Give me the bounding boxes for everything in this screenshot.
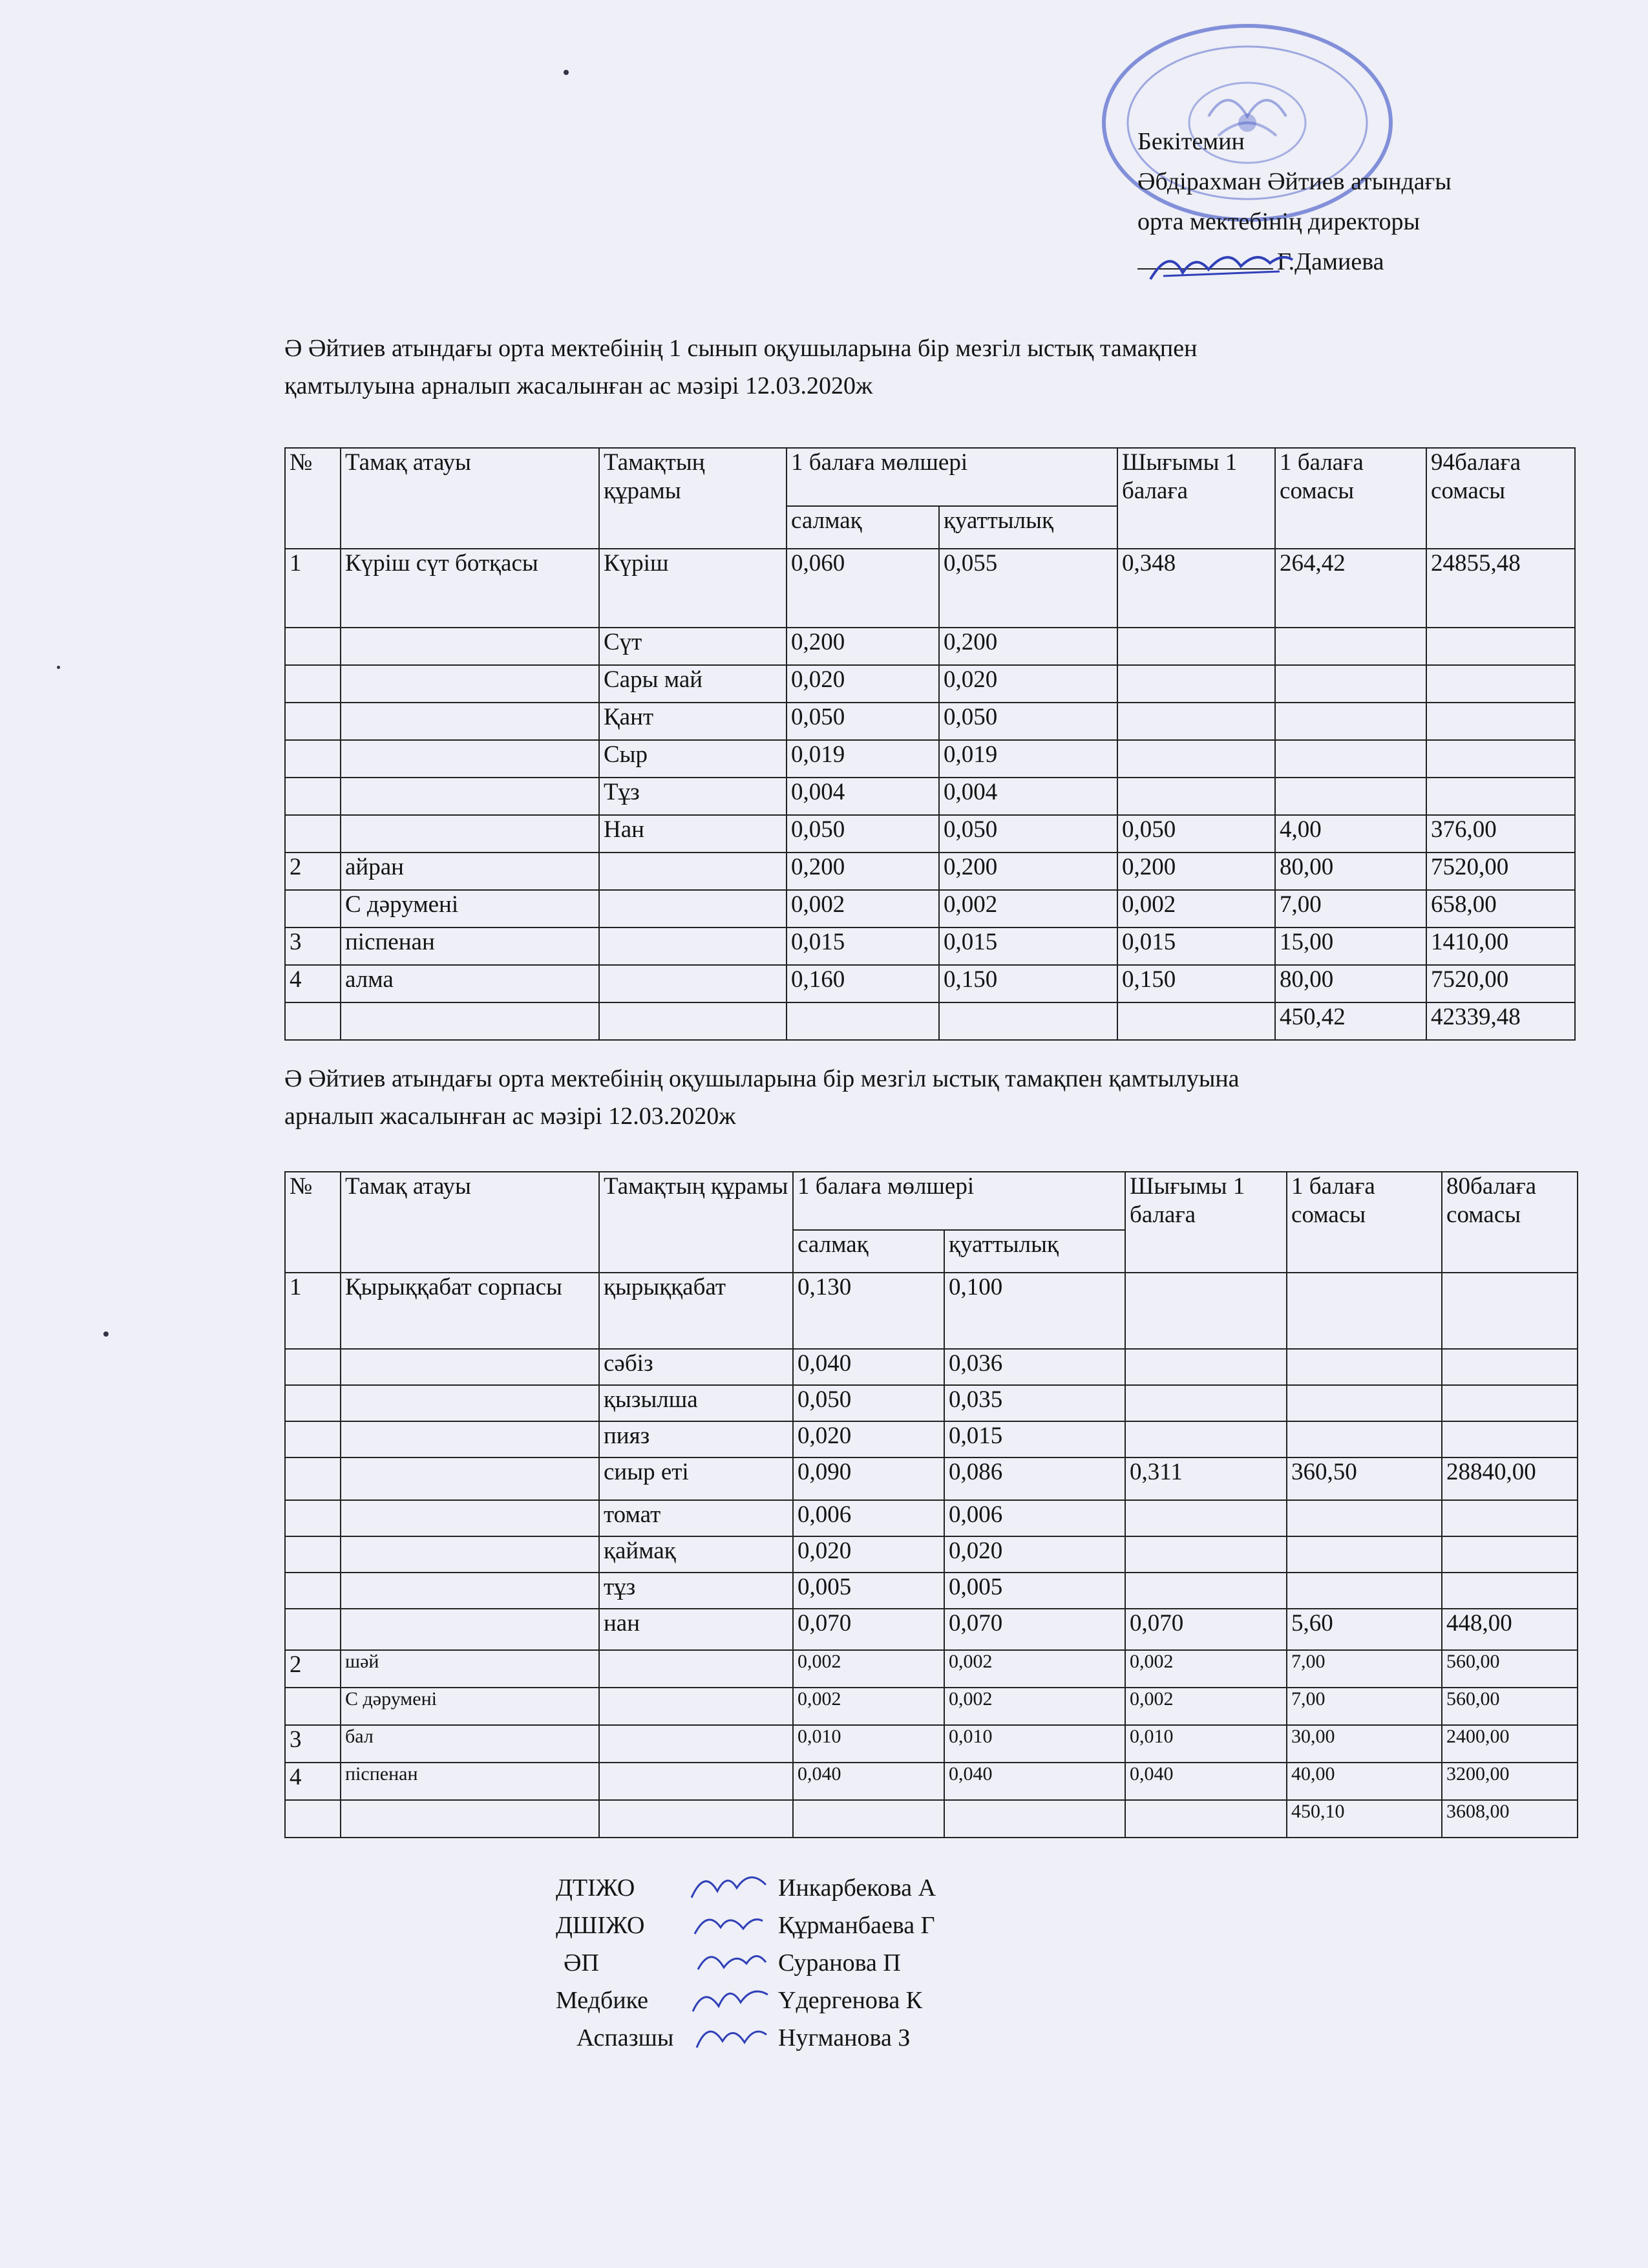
table-row-total	[285, 1800, 1578, 1838]
cell	[1125, 1421, 1287, 1457]
header-energy: қуаттылық	[944, 1230, 1125, 1273]
cell: піспенан	[341, 1763, 599, 1800]
cell: 0,020	[939, 665, 1117, 703]
cell: 560,00	[1442, 1650, 1578, 1688]
header-number: №	[285, 448, 341, 549]
cell: 4	[285, 1763, 341, 1800]
cell: С дәрумені	[341, 890, 599, 927]
cell	[1117, 665, 1275, 703]
cell: 448,00	[1442, 1609, 1578, 1650]
cell	[341, 1002, 599, 1040]
cell: 0,050	[787, 703, 939, 740]
cell: 0,004	[787, 778, 939, 815]
cell	[285, 1688, 341, 1725]
cell	[1287, 1349, 1442, 1385]
table-row	[285, 1688, 1578, 1725]
cell: 24855,48	[1426, 549, 1575, 628]
cell: қаймақ	[599, 1536, 793, 1573]
cell	[341, 1421, 599, 1457]
menu-title-2-line-2: арналып жасалынған ас мәзірі 12.03.2020ж	[284, 1103, 736, 1130]
cell: 4,00	[1275, 815, 1426, 853]
cell	[341, 740, 599, 778]
table-row	[285, 549, 1575, 628]
cell: 0,020	[787, 665, 939, 703]
menu-title-1-line-2: қамтылуына арналып жасалынған ас мәзірі 12.03.2020ж	[284, 372, 873, 399]
cell	[285, 1536, 341, 1573]
table-row	[285, 1385, 1578, 1421]
table-row	[285, 853, 1575, 890]
cell	[1275, 703, 1426, 740]
table-row	[285, 1650, 1578, 1688]
cell: 360,50	[1287, 1457, 1442, 1500]
cell	[1426, 703, 1575, 740]
cell	[599, 1688, 793, 1725]
cell	[1287, 1421, 1442, 1457]
cell	[1287, 1536, 1442, 1573]
table-row	[285, 628, 1575, 665]
cell	[1117, 628, 1275, 665]
cell: 0,015	[787, 927, 939, 965]
handwritten-signature	[685, 1865, 776, 1907]
cell	[1125, 1573, 1287, 1609]
cell	[1275, 628, 1426, 665]
cell: 560,00	[1442, 1688, 1578, 1725]
cell	[1125, 1500, 1287, 1536]
menu-table-2	[284, 1171, 1578, 1838]
cell: 0,020	[944, 1536, 1125, 1573]
cell: 28840,00	[1442, 1457, 1578, 1500]
cell	[1426, 740, 1575, 778]
cell	[793, 1800, 944, 1838]
cell: 0,002	[793, 1650, 944, 1688]
header-weight: салмақ	[787, 506, 939, 549]
cell	[1287, 1273, 1442, 1349]
cell: Сүт	[599, 628, 787, 665]
menu-table-1	[284, 447, 1576, 1041]
signature-name: Суранова П	[778, 1949, 901, 1977]
cell	[1287, 1573, 1442, 1609]
header-sum-one: 1 балаға сомасы	[1275, 448, 1426, 549]
handwritten-signature	[685, 2015, 776, 2057]
cell: 1	[285, 1273, 341, 1349]
cell: 0,200	[939, 853, 1117, 890]
cell	[1117, 703, 1275, 740]
cell: 5,60	[1287, 1609, 1442, 1650]
cell: 0,040	[793, 1349, 944, 1385]
table-row	[285, 890, 1575, 927]
cell: айран	[341, 853, 599, 890]
table-row	[285, 1725, 1578, 1763]
cell	[1442, 1536, 1578, 1573]
table-row	[285, 1609, 1578, 1650]
approval-line-2: Әбдірахман Әйтиев атындағы	[1137, 168, 1452, 195]
cell	[1125, 1800, 1287, 1838]
table-row	[285, 1273, 1578, 1349]
cell: 3200,00	[1442, 1763, 1578, 1800]
cell	[1125, 1273, 1287, 1349]
cell	[1442, 1273, 1578, 1349]
cell: 0,348	[1117, 549, 1275, 628]
table-row	[285, 965, 1575, 1002]
cell	[599, 1763, 793, 1800]
header-sum-all: 94балаға сомасы	[1426, 448, 1575, 549]
cell: 0,002	[787, 890, 939, 927]
cell: 0,200	[787, 853, 939, 890]
cell	[599, 1002, 787, 1040]
cell: 0,100	[944, 1273, 1125, 1349]
cell: 0,050	[939, 815, 1117, 853]
table-row	[285, 1536, 1578, 1573]
cell: 0,200	[939, 628, 1117, 665]
table-row	[285, 740, 1575, 778]
cell: 2	[285, 853, 341, 890]
cell: 0,150	[939, 965, 1117, 1002]
cell: 0,010	[793, 1725, 944, 1763]
cell	[341, 1800, 599, 1838]
cell: 0,010	[944, 1725, 1125, 1763]
cell: 0,002	[1125, 1650, 1287, 1688]
signature-role: ӘП	[564, 1949, 599, 1977]
cell	[341, 778, 599, 815]
cell	[285, 1800, 341, 1838]
cell: 376,00	[1426, 815, 1575, 853]
cell: 0,004	[939, 778, 1117, 815]
cell	[944, 1800, 1125, 1838]
cell: 0,020	[793, 1421, 944, 1457]
header-cost: Шығымы 1 балаға	[1117, 448, 1275, 549]
cell	[599, 927, 787, 965]
cell: 0,020	[793, 1536, 944, 1573]
cell: сәбіз	[599, 1349, 793, 1385]
menu-title-1-line-1: Ә Әйтиев атындағы орта мектебінің 1 сынып оқушыларына бір мезгіл ыстық тамақпен	[284, 335, 1198, 362]
cell	[1275, 665, 1426, 703]
cell: 40,00	[1287, 1763, 1442, 1800]
cell: 0,036	[944, 1349, 1125, 1385]
table-row	[285, 1457, 1578, 1500]
cell: 0,150	[1117, 965, 1275, 1002]
cell: 0,060	[787, 549, 939, 628]
cell: Сары май	[599, 665, 787, 703]
cell: 0,002	[1117, 890, 1275, 927]
cell: 0,002	[939, 890, 1117, 927]
cell: 0,070	[1125, 1609, 1287, 1650]
cell: 4	[285, 965, 341, 1002]
cell: 0,015	[1117, 927, 1275, 965]
cell	[1117, 1002, 1275, 1040]
cell	[285, 1385, 341, 1421]
cell: қырыққабат	[599, 1273, 793, 1349]
cell	[285, 815, 341, 853]
cell	[341, 1573, 599, 1609]
cell	[1287, 1385, 1442, 1421]
header-energy: қуаттылық	[939, 506, 1117, 549]
director-name: Г.Дамиева	[1277, 248, 1384, 275]
cell: 15,00	[1275, 927, 1426, 965]
cell: 0,019	[939, 740, 1117, 778]
cell	[1275, 740, 1426, 778]
cell	[285, 740, 341, 778]
table-row	[285, 1349, 1578, 1385]
cell: 0,160	[787, 965, 939, 1002]
table-row	[285, 1763, 1578, 1800]
menu-title-2	[284, 1060, 1577, 1135]
cell	[341, 1609, 599, 1650]
cell: 0,040	[944, 1763, 1125, 1800]
cell: тұз	[599, 1573, 793, 1609]
cell: Қырыққабат сорпасы	[341, 1273, 599, 1349]
menu-title-2-line-1: Ә Әйтиев атындағы орта мектебінің оқушыларына бір мезгіл ыстық тамақпен қамтылуына	[284, 1065, 1240, 1092]
cell	[341, 703, 599, 740]
cell: 0,055	[939, 549, 1117, 628]
speck	[103, 1331, 109, 1337]
total-sum-one: 450,42	[1275, 1002, 1426, 1040]
header-food-name: Тамақ атауы	[341, 448, 599, 549]
cell	[787, 1002, 939, 1040]
cell: 0,200	[1117, 853, 1275, 890]
header-composition: Тамақтың құрамы	[599, 448, 787, 549]
cell: 7520,00	[1426, 853, 1575, 890]
cell	[341, 815, 599, 853]
cell	[1117, 740, 1275, 778]
cell: 2	[285, 1650, 341, 1688]
cell	[341, 1457, 599, 1500]
handwritten-signature	[685, 1903, 776, 1944]
cell: 1	[285, 549, 341, 628]
signature-name: Үдергенова К	[778, 1987, 923, 2014]
signature-name: Нугманова З	[778, 2024, 911, 2051]
cell: 0,200	[787, 628, 939, 665]
cell: 0,035	[944, 1385, 1125, 1421]
cell: 0,015	[939, 927, 1117, 965]
cell	[341, 1536, 599, 1573]
menu-title-1	[284, 330, 1577, 405]
cell	[1442, 1421, 1578, 1457]
cell	[1125, 1385, 1287, 1421]
header-per-child: 1 балаға мөлшері	[793, 1172, 1125, 1230]
cell	[341, 1500, 599, 1536]
cell	[285, 1573, 341, 1609]
cell	[285, 1421, 341, 1457]
header-sum-one: 1 балаға сомасы	[1287, 1172, 1442, 1273]
cell: 30,00	[1287, 1725, 1442, 1763]
cell: Нан	[599, 815, 787, 853]
header-weight: салмақ	[793, 1230, 944, 1273]
cell	[939, 1002, 1117, 1040]
total-sum-all: 3608,00	[1442, 1800, 1578, 1838]
cell: 0,019	[787, 740, 939, 778]
cell	[285, 1457, 341, 1500]
cell: томат	[599, 1500, 793, 1536]
cell	[285, 1500, 341, 1536]
signature-role: Аспазшы	[576, 2024, 674, 2051]
cell: пияз	[599, 1421, 793, 1457]
cell	[599, 890, 787, 927]
handwritten-signature	[685, 1978, 776, 2019]
cell: 0,006	[793, 1500, 944, 1536]
cell: 0,130	[793, 1273, 944, 1349]
cell	[599, 1800, 793, 1838]
cell: 0,070	[944, 1609, 1125, 1650]
cell	[285, 628, 341, 665]
table-row	[285, 703, 1575, 740]
cell: шәй	[341, 1650, 599, 1688]
cell: 0,005	[793, 1573, 944, 1609]
cell: 3	[285, 927, 341, 965]
table-row	[285, 815, 1575, 853]
handwritten-signature	[685, 1940, 776, 1982]
cell	[599, 853, 787, 890]
cell: Күріш	[599, 549, 787, 628]
speck	[57, 666, 60, 669]
cell	[285, 665, 341, 703]
cell: 0,050	[1117, 815, 1275, 853]
cell: 0,040	[793, 1763, 944, 1800]
cell: 0,311	[1125, 1457, 1287, 1500]
cell: 658,00	[1426, 890, 1575, 927]
table-row	[285, 1573, 1578, 1609]
cell: 7,00	[1287, 1688, 1442, 1725]
cell: 80,00	[1275, 965, 1426, 1002]
cell	[1442, 1385, 1578, 1421]
cell: 0,015	[944, 1421, 1125, 1457]
approval-line-3: орта мектебінің директоры	[1137, 208, 1421, 235]
signature-role: ДШІЖО	[556, 1912, 645, 1939]
cell: 7520,00	[1426, 965, 1575, 1002]
table-row	[285, 927, 1575, 965]
signature-role: Медбике	[556, 1987, 649, 2014]
cell: сиыр еті	[599, 1457, 793, 1500]
header-cost: Шығымы 1 балаға	[1125, 1172, 1287, 1273]
cell: алма	[341, 965, 599, 1002]
cell	[341, 1349, 599, 1385]
header-food-name: Тамақ атауы	[341, 1172, 599, 1273]
signature-role: ДТІЖО	[556, 1874, 635, 1902]
header-per-child: 1 балаға мөлшері	[787, 448, 1117, 506]
cell	[1426, 665, 1575, 703]
cell: 0,050	[787, 815, 939, 853]
cell	[1125, 1536, 1287, 1573]
table-row	[285, 665, 1575, 703]
cell	[1442, 1500, 1578, 1536]
cell: 0,070	[793, 1609, 944, 1650]
cell: бал	[341, 1725, 599, 1763]
cell: піспенан	[341, 927, 599, 965]
cell: 0,010	[1125, 1725, 1287, 1763]
cell: 0,005	[944, 1573, 1125, 1609]
cell: 80,00	[1275, 853, 1426, 890]
signature-name: Құрманбаева Г	[778, 1912, 935, 1939]
cell: 0,090	[793, 1457, 944, 1500]
speck	[564, 70, 569, 75]
cell	[1275, 778, 1426, 815]
cell: 2400,00	[1442, 1725, 1578, 1763]
cell	[1125, 1349, 1287, 1385]
table-row	[285, 1421, 1578, 1457]
cell: 3	[285, 1725, 341, 1763]
cell	[1442, 1349, 1578, 1385]
cell: нан	[599, 1609, 793, 1650]
cell	[285, 1609, 341, 1650]
cell	[285, 703, 341, 740]
cell: Сыр	[599, 740, 787, 778]
table-row	[285, 1500, 1578, 1536]
cell	[341, 665, 599, 703]
cell	[599, 965, 787, 1002]
cell: 0,006	[944, 1500, 1125, 1536]
header-composition: Тамақтың құрамы	[599, 1172, 793, 1273]
cell: 0,002	[944, 1650, 1125, 1688]
cell: 0,050	[793, 1385, 944, 1421]
table-row	[285, 778, 1575, 815]
cell: 7,00	[1275, 890, 1426, 927]
cell: Қант	[599, 703, 787, 740]
cell: 1410,00	[1426, 927, 1575, 965]
cell: 0,086	[944, 1457, 1125, 1500]
cell	[341, 628, 599, 665]
director-signature	[1144, 240, 1299, 292]
cell: 7,00	[1287, 1650, 1442, 1688]
cell	[599, 1725, 793, 1763]
cell: 0,002	[944, 1688, 1125, 1725]
header-sum-all: 80балаға сомасы	[1442, 1172, 1578, 1273]
cell: 0,040	[1125, 1763, 1287, 1800]
table-row-total	[285, 1002, 1575, 1040]
cell: 264,42	[1275, 549, 1426, 628]
total-sum-one: 450,10	[1287, 1800, 1442, 1838]
signature-name: Инкарбекова А	[778, 1874, 936, 1902]
cell	[599, 1650, 793, 1688]
cell	[285, 1002, 341, 1040]
total-sum-all: 42339,48	[1426, 1002, 1575, 1040]
header-number: №	[285, 1172, 341, 1273]
cell	[341, 1385, 599, 1421]
cell	[1426, 628, 1575, 665]
cell	[1287, 1500, 1442, 1536]
cell: 0,002	[1125, 1688, 1287, 1725]
cell	[1117, 778, 1275, 815]
cell	[1442, 1573, 1578, 1609]
cell: Тұз	[599, 778, 787, 815]
approval-line-1: Бекітемин	[1137, 128, 1245, 155]
cell: 0,050	[939, 703, 1117, 740]
cell	[285, 1349, 341, 1385]
cell: С дәрумені	[341, 1688, 599, 1725]
cell	[285, 778, 341, 815]
cell	[1426, 778, 1575, 815]
cell: 0,002	[793, 1688, 944, 1725]
cell: Күріш сүт ботқасы	[341, 549, 599, 628]
cell	[285, 890, 341, 927]
cell: қызылша	[599, 1385, 793, 1421]
